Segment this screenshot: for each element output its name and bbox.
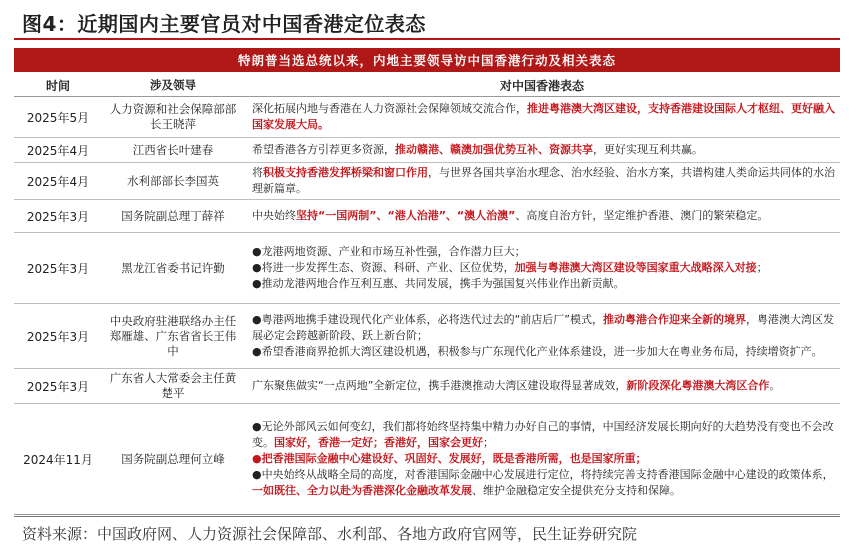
row-time: 2025年4月 xyxy=(26,143,90,158)
stance-text: ●粤港两地携手建设现代化产业体系，必将迭代过去的“前店后厂”模式， xyxy=(252,313,603,326)
stance-text: ●希望香港商界抢抓大湾区建设机遇，积极参与广东现代化产业体系建设，进一步加大在粤业务布局，持续增资扩产。 xyxy=(252,345,823,358)
row-stance xyxy=(244,163,840,199)
stance-bullet xyxy=(252,312,836,344)
highlighted-text: 新阶段深化粤港澳大湾区合作 xyxy=(626,379,770,392)
stance-bullet xyxy=(252,451,836,467)
row-stance xyxy=(244,369,840,403)
row-stance xyxy=(244,233,840,303)
row-official: 广东省人大常委会主任黄楚平 xyxy=(109,371,237,400)
stance-text: ，粤港澳大湾区发展必定会跨越新阶段、跃上新台阶； xyxy=(252,313,834,342)
table-row xyxy=(14,200,840,233)
row-time: 2025年5月 xyxy=(26,110,90,125)
title-rule xyxy=(14,38,840,40)
row-official: 人力资源和社会保障部部长王晓萍 xyxy=(109,102,237,131)
row-time: 2025年3月 xyxy=(26,209,90,224)
row-time: 2025年4月 xyxy=(26,174,90,189)
row-stance xyxy=(244,404,840,514)
table-row xyxy=(14,369,840,404)
row-stance xyxy=(244,97,840,137)
stance-text: 中央始终 xyxy=(252,209,296,222)
table-row xyxy=(14,304,840,369)
row-stance xyxy=(244,138,840,162)
stance-text: 广东聚焦做实“一点两地”全新定位，携手港澳推动大湾区建设取得显著成效， xyxy=(252,379,627,392)
table-body xyxy=(14,97,840,515)
row-stance xyxy=(244,304,840,368)
stance-text: 、高度自治方针，坚定维护香港、澳门的繁荣稳定。 xyxy=(515,209,769,222)
highlighted-text: 积极支持香港发挥桥梁和窗口作用 xyxy=(263,166,428,179)
stance-text: ●无论外部风云如何变幻，我们都将始终坚持集中精力办好自己的事情，中国经济发展长期向好的大趋势没有变也不会改变。 xyxy=(252,420,834,449)
highlighted-text: 加强与粤港澳大湾区建设等国家重大战略深入对接 xyxy=(514,261,757,274)
row-time: 2025年3月 xyxy=(26,379,90,394)
stance-text: 、维护金融稳定安全提供充分支持和保障。 xyxy=(472,484,681,497)
stance-bullet xyxy=(252,276,836,292)
stance-bullet xyxy=(252,467,836,499)
stance-text: 希望香港各方引荐更多资源， xyxy=(252,143,395,156)
stance-text: ，与世界各国共享治水理念、治水经验、治水方案，共谱构建人类命运共同体的水治理新篇章。 xyxy=(252,166,835,195)
table-banner: 特朗普当选总统以来，内地主要领导访中国香港行动及相关表态 xyxy=(14,48,840,72)
table-header xyxy=(14,74,840,97)
stance-bullet xyxy=(252,419,836,451)
header-stance: 对中国香港表态 xyxy=(499,78,584,93)
table-row xyxy=(14,138,840,163)
stance-bullet xyxy=(252,244,836,260)
stance-text: ●龙港两地资源、产业和市场互补性强，合作潜力巨大； xyxy=(252,245,526,258)
stance-text: 。 xyxy=(769,379,781,392)
row-official: 国务院副总理丁薛祥 xyxy=(121,208,225,223)
table-row xyxy=(14,163,840,200)
row-official: 中央政府驻港联络办主任郑雁雄、广东省省长王伟中 xyxy=(109,313,237,358)
stance-text: ●推动龙港两地合作互利互惠、共同发展，携手为强国复兴伟业作出新贡献。 xyxy=(252,277,625,290)
row-official: 江西省长叶建春 xyxy=(132,142,214,157)
table-row xyxy=(14,404,840,515)
row-stance xyxy=(244,200,840,232)
table-row xyxy=(14,233,840,304)
row-time: 2025年3月 xyxy=(26,329,90,344)
row-official: 黑龙江省委书记许勤 xyxy=(121,260,225,275)
header-time: 时间 xyxy=(45,78,70,93)
row-official: 水利部部长李国英 xyxy=(127,173,219,188)
stance-text: ； xyxy=(483,436,494,449)
stance-text: ●将进一步发挥生态、资源、科研、产业、区位优势， xyxy=(252,261,515,274)
stance-text: ●中央始终从战略全局的高度，对香港国际金融中心发展进行定位，将持续完善支持香港国际金融中心建设的政策体系， xyxy=(252,468,834,481)
highlighted-text: 坚持“一国两制”、“港人治港”、“澳人治澳” xyxy=(296,209,516,222)
stance-bullet xyxy=(252,344,836,360)
highlighted-text: 推进粤港澳大湾区建设，支持香港建设国际人才枢纽、更好融入国家发展大局。 xyxy=(252,102,835,131)
figure-title: 图4：近期国内主要官员对中国香港定位表态 xyxy=(22,12,426,36)
stance-bullet xyxy=(252,260,836,276)
stance-text: ； xyxy=(756,261,768,274)
table-row xyxy=(14,97,840,138)
row-time: 2024年11月 xyxy=(23,452,93,467)
highlighted-text: 推动粤港合作迎来全新的境界 xyxy=(603,313,746,326)
stance-text: ，更好实现互利共赢。 xyxy=(593,143,703,156)
row-time: 2025年3月 xyxy=(26,261,90,276)
highlighted-text: 国家好，香港一定好；香港好，国家会更好 xyxy=(274,436,483,449)
stance-text: 深化拓展内地与香港在人力资源社会保障领域交流合作， xyxy=(252,102,527,115)
header-official: 涉及领导 xyxy=(150,77,196,92)
footer-rule xyxy=(14,516,840,517)
highlighted-text: 一如既往、全力以赴为香港深化金融改革发展 xyxy=(252,484,472,497)
highlighted-text: 推动赣港、赣澳加强优势互补、资源共享 xyxy=(395,143,593,156)
row-official: 国务院副总理何立峰 xyxy=(121,451,225,466)
source-note: 资料来源：中国政府网、人力资源社会保障部、水利部、各地方政府官网等，民生证券研究院 xyxy=(22,525,638,543)
stance-text: 将 xyxy=(252,166,263,179)
highlighted-text: ●把香港国际金融中心建设好、巩固好、发展好，既是香港所需，也是国家所重； xyxy=(252,452,647,465)
